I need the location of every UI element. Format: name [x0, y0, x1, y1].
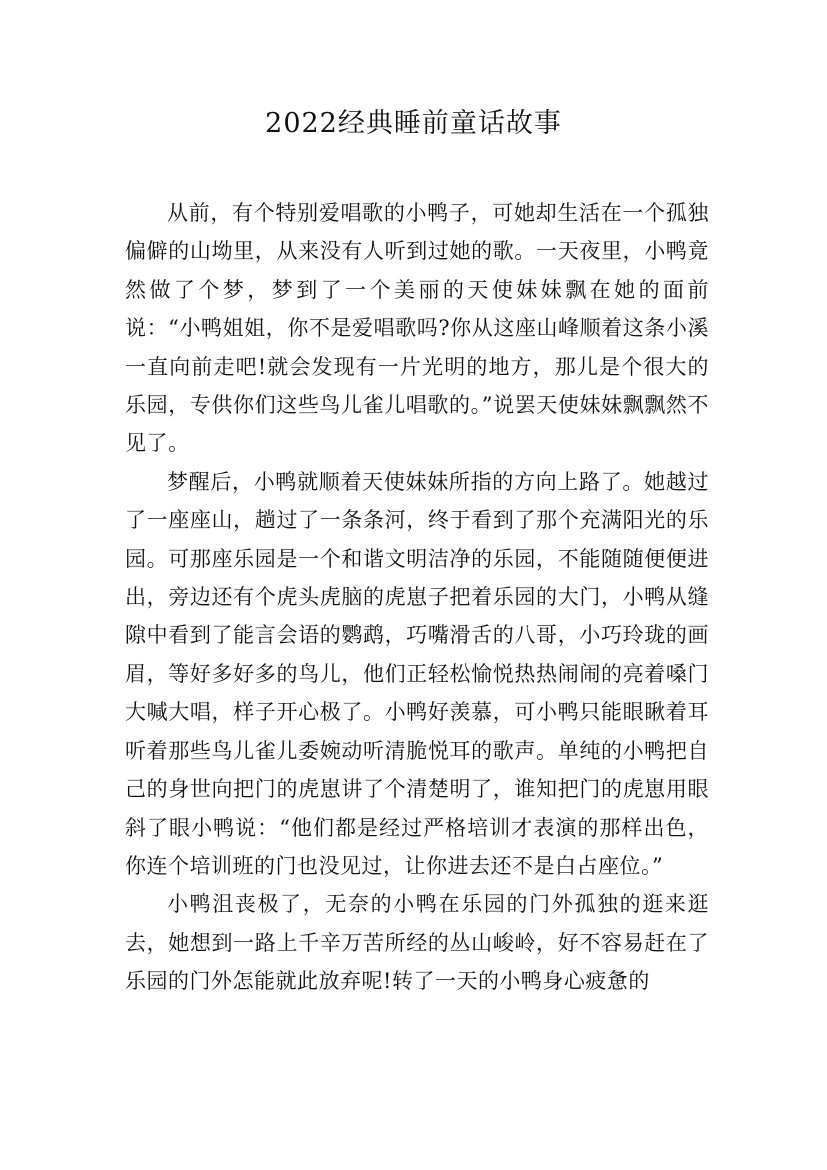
document-title: 2022经典睡前童话故事 — [265, 108, 562, 139]
paragraph-2: 梦醒后，小鸭就顺着天使妹妹所指的方向上路了。她越过了一座座山，趟过了一条条河，终于看到了那个充满阳光的乐园。可那座乐园是一个和谐文明洁净的乐园，不能随随便便进出，旁边还有个虎头虎脑的虎崽子把着乐园的大门，小鸭从缝隙中看到了能言会语的鹦鹉，巧嘴滑舌的八哥，小巧玲珑的画眉，等好多好多的鸟儿，他们正轻松愉悦热热闹闹的亮着嗓门大喊大唱，样子开心极了。小鸭好羡慕，可小鸭只能眼瞅着耳听着那些鸟儿雀儿委婉动听清脆悦耳的歌声。单纯的小鸭把自己的身世向把门的虎崽讲了个清楚明了，谁知把门的虎崽用眼斜了眼小鸭说：“他们都是经过严格培训才表演的那样出色，你连个培训班的门也没见过，让你进去还不是白占座位。” — [125, 469, 709, 878]
paragraph-3: 小鸭沮丧极了，无奈的小鸭在乐园的门外孤独的逛来逛去，她想到一路上千辛万苦所经的丛山峻岭，好不容易赶在了乐园的门外怎能就此放弃呢!转了一天的小鸭身心疲惫的 — [125, 892, 709, 994]
paragraph-1: 从前，有个特别爱唱歌的小鸭子，可她却生活在一个孤独偏僻的山坳里，从来没有人听到过她的歌。一天夜里，小鸭竟然做了个梦，梦到了一个美丽的天使妹妹飘在她的面前说：“小鸭姐姐，你不是爱唱歌吗?你从这座山峰顺着这条小溪一直向前走吧!就会发现有一片光明的地方，那儿是个很大的乐园，专供你们这些鸟儿雀儿唱歌的。”说罢天使妹妹飘飘然不见了。 — [125, 201, 709, 456]
document-body — [125, 194, 709, 1001]
